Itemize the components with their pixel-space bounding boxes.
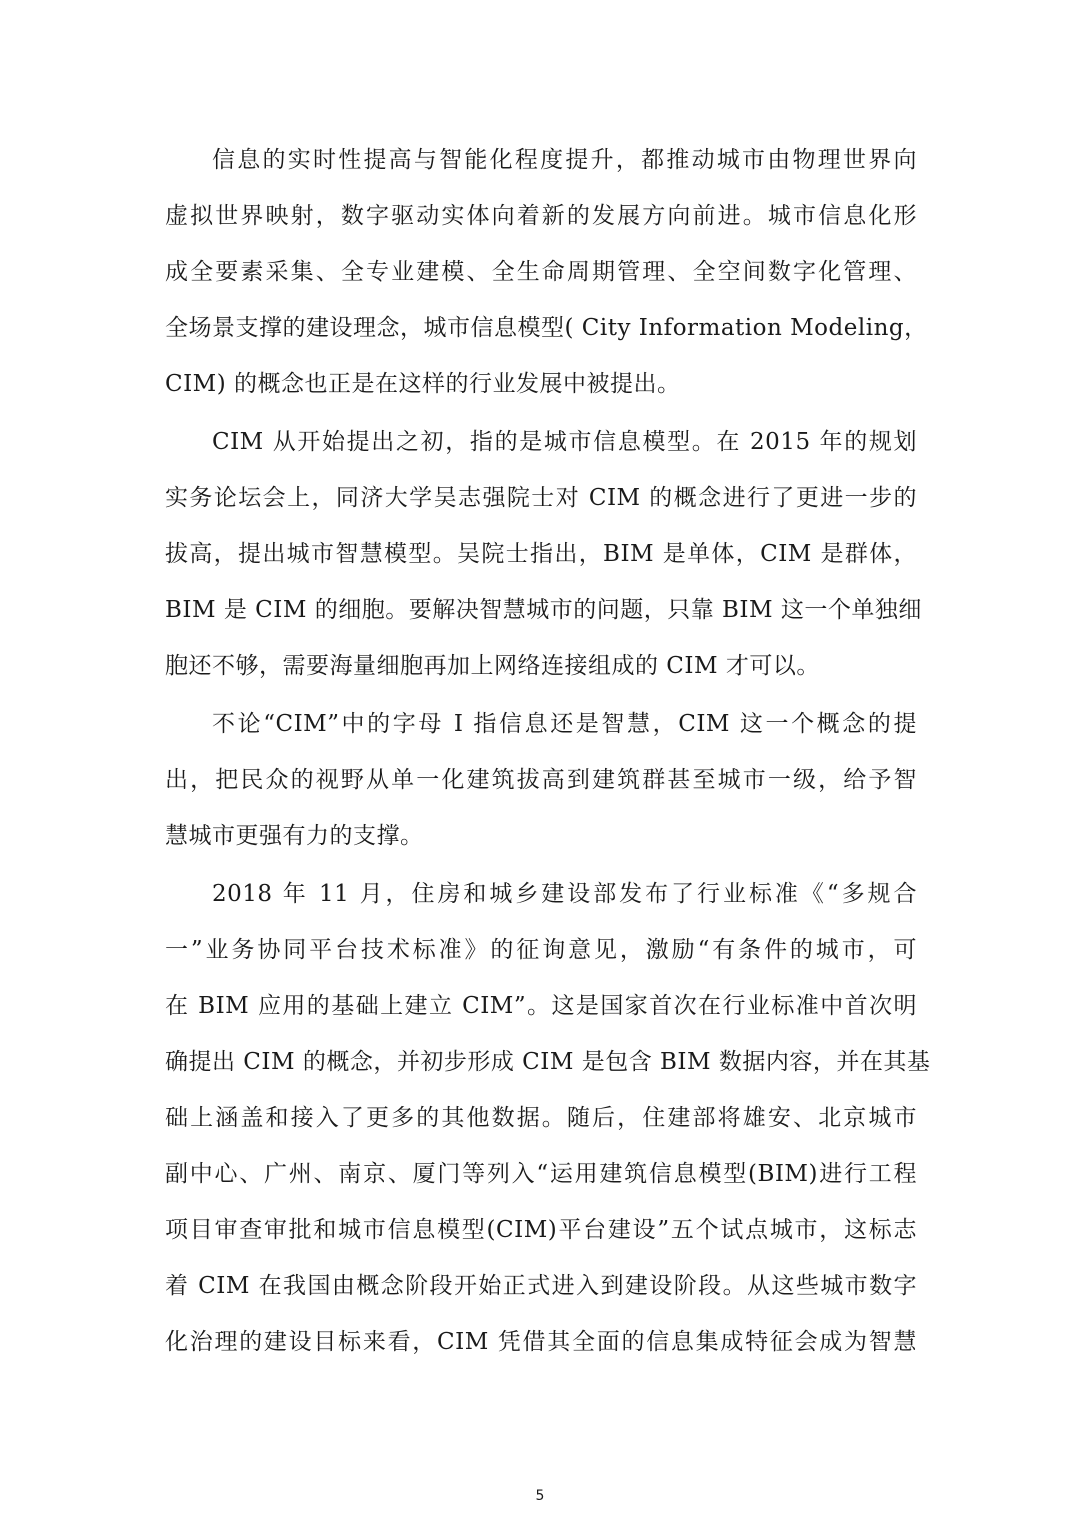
text-line: 成全要素采集、全专业建模、全生命周期管理、全空间数字化管理、 (165, 259, 917, 285)
text-line: 信息的实时性提高与智能化程度提升，都推动城市由物理世界向 (212, 147, 917, 173)
text-line: CIM) 的概念也正是在这样的行业发展中被提出。 (165, 371, 681, 397)
text-line: 不论“CIM”中的字母 I 指信息还是智慧，CIM 这一个概念的提 (212, 711, 917, 737)
text-line: 化治理的建设目标来看，CIM 凭借其全面的信息集成特征会成为智慧 (165, 1329, 917, 1355)
page-number: 5 (535, 1488, 545, 1504)
text-line: 在 BIM 应用的基础上建立 CIM”。这是国家首次在行业标准中首次明 (165, 993, 917, 1019)
text-line: 胞还不够，需要海量细胞再加上网络连接组成的 CIM 才可以。 (165, 653, 820, 679)
text-line: 2018 年 11 月，住房和城乡建设部发布了行业标准《“多规合 (212, 881, 917, 907)
text-line: 虚拟世界映射，数字驱动实体向着新的发展方向前进。城市信息化形 (165, 203, 917, 229)
text-line: BIM 是 CIM 的细胞。要解决智慧城市的问题，只靠 BIM 这一个单独细 (165, 597, 922, 623)
text-line: 实务论坛会上，同济大学吴志强院士对 CIM 的概念进行了更进一步的 (165, 485, 917, 511)
text-line: 着 CIM 在我国由概念阶段开始正式进入到建设阶段。从这些城市数字 (165, 1273, 917, 1299)
text-line: 副中心、广州、南京、厦门等列入“运用建筑信息模型(BIM)进行工程 (165, 1161, 917, 1187)
text-line: 确提出 CIM 的概念，并初步形成 CIM 是包含 BIM 数据内容，并在其基 (165, 1049, 931, 1075)
text-line: 慧城市更强有力的支撑。 (165, 823, 424, 849)
text-line: 出，把民众的视野从单一化建筑拔高到建筑群甚至城市一级，给予智 (165, 767, 917, 793)
text-line: 全场景支撑的建设理念，城市信息模型( City Information Modeling， (165, 315, 928, 341)
text-line: CIM 从开始提出之初，指的是城市信息模型。在 2015 年的规划 (212, 429, 917, 455)
text-line: 础上涵盖和接入了更多的其他数据。随后，住建部将雄安、北京城市 (165, 1105, 917, 1131)
text-line: 拔高，提出城市智慧模型。吴院士指出，BIM 是单体，CIM 是群体， (165, 541, 917, 567)
text-line: 项目审查审批和城市信息模型(CIM)平台建设”五个试点城市，这标志 (165, 1217, 917, 1243)
text-line: 一”业务协同平台技术标准》的征询意见，激励“有条件的城市，可 (165, 937, 917, 963)
